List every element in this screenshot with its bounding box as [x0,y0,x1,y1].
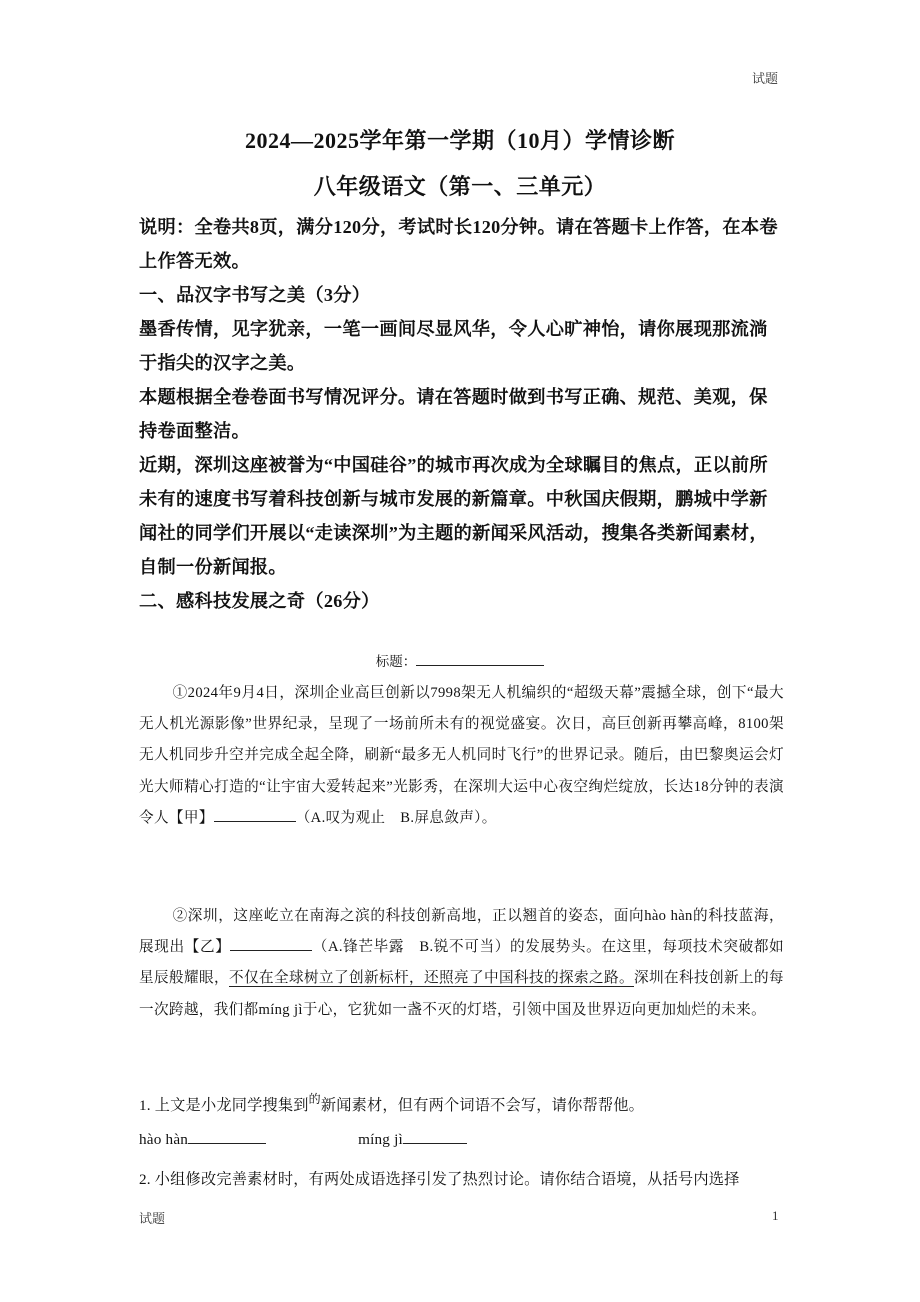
footer-label: 试题 [139,1211,166,1226]
intro-block [139,210,784,618]
blank-yi[interactable] [230,938,312,951]
p2-start: ②深圳，这座屹立在南海之滨的科技创新高地，正以翘首的姿态，面向hào hàn的科技蓝海，展现出【乙】 [139,908,784,956]
instructions: 说明：全卷共8页，满分120分，考试时长120分钟。请在答题卡上作答，在本卷上作答无效。 [139,217,778,271]
blank-jia[interactable] [214,809,296,822]
p1-options: （A.叹为观止 B.屏息敛声）。 [295,809,497,826]
q1-text-after: 新闻素材，但有两个词语不会写，请你帮帮他。 [320,1097,645,1114]
section1-heading: 一、品汉字书写之美（3分） [139,285,371,305]
article-paragraph-2 [139,901,784,1026]
q1-text-before: 1. 上文是小龙同学搜集到 [139,1097,309,1114]
page-number: 1 [772,1208,779,1223]
section2-heading: 二、感科技发展之奇（26分） [139,591,380,611]
answer-1-blank[interactable] [188,1131,266,1144]
p2-options: （A.锋芒毕露 B.锐不可当）的发展势头。在这里，每项技术突破都如星辰般耀眼， [139,939,784,987]
article-title-label: 标题： [375,654,417,669]
underlined-sentence: 不仅在全球树立了创新标杆，还照亮了中国科技的探索之路。 [229,970,635,987]
answer-2-label: míng jì [358,1131,403,1148]
p1-text: ①2024年9月4日，深圳企业高巨创新以7998架无人机编织的“超级天幕”震撼全球，创下“最大无人机光源影像”世界纪录，呈现了一场前所未有的视觉盛宴。次日，高巨创新再攀高峰，8100架无人机同步升空并完成全起全降，刷新“最多无人机同时飞行”的世界记录。随后，由巴黎奥运会灯光大师精心打造的“让宇宙大爱转起来”光影秀，在深圳大运中心夜空绚烂绽放，长达18分钟的表演令人【甲】 [139,685,784,826]
answer-2-blank[interactable] [403,1131,467,1144]
context-paragraph: 近期，深圳这座被誉为“中国硅谷”的城市再次成为全球瞩目的焦点，正以前所未有的速度书写着科技创新与城市发展的新篇章。中秋国庆假期，鹏城中学新闻社的同学们开展以“走读深圳”为主题的新闻采风活动，搜集各类新闻素材，自制一份新闻报。 [139,455,768,577]
answer-1-label: hào hàn [139,1131,189,1148]
exam-subtitle: 八年级语文（第一、三单元） [313,174,607,199]
q1-superscript: 的 [308,1092,321,1106]
article-title-line [0,650,920,670]
exam-title: 2024—2025学年第一学期（10月）学情诊断 [244,128,675,153]
question-2: 2. 小组修改完善素材时，有两处成语选择引发了热烈讨论。请你结合语境，从括号内选择 [139,1171,740,1188]
article-paragraph-1 [139,678,784,834]
question-1 [139,1094,644,1115]
section1-rule: 本题根据全卷卷面书写情况评分。请在答题时做到书写正确、规范、美观，保持卷面整洁。 [139,387,768,441]
page-header-label: 试题 [752,71,779,86]
article-title-blank[interactable] [416,653,544,666]
section1-intro: 墨香传情，见字犹亲，一笔一画间尽显风华，令人心旷神怡，请你展现那流淌于指尖的汉字之美。 [139,319,768,373]
p2-end: 深圳在科技创新上的每一次跨越，我们都míng jì于心，它犹如一盏不灭的灯塔，引领中国及世界迈向更加灿烂的未来。 [139,970,784,1018]
question-1-answers [139,1131,467,1149]
